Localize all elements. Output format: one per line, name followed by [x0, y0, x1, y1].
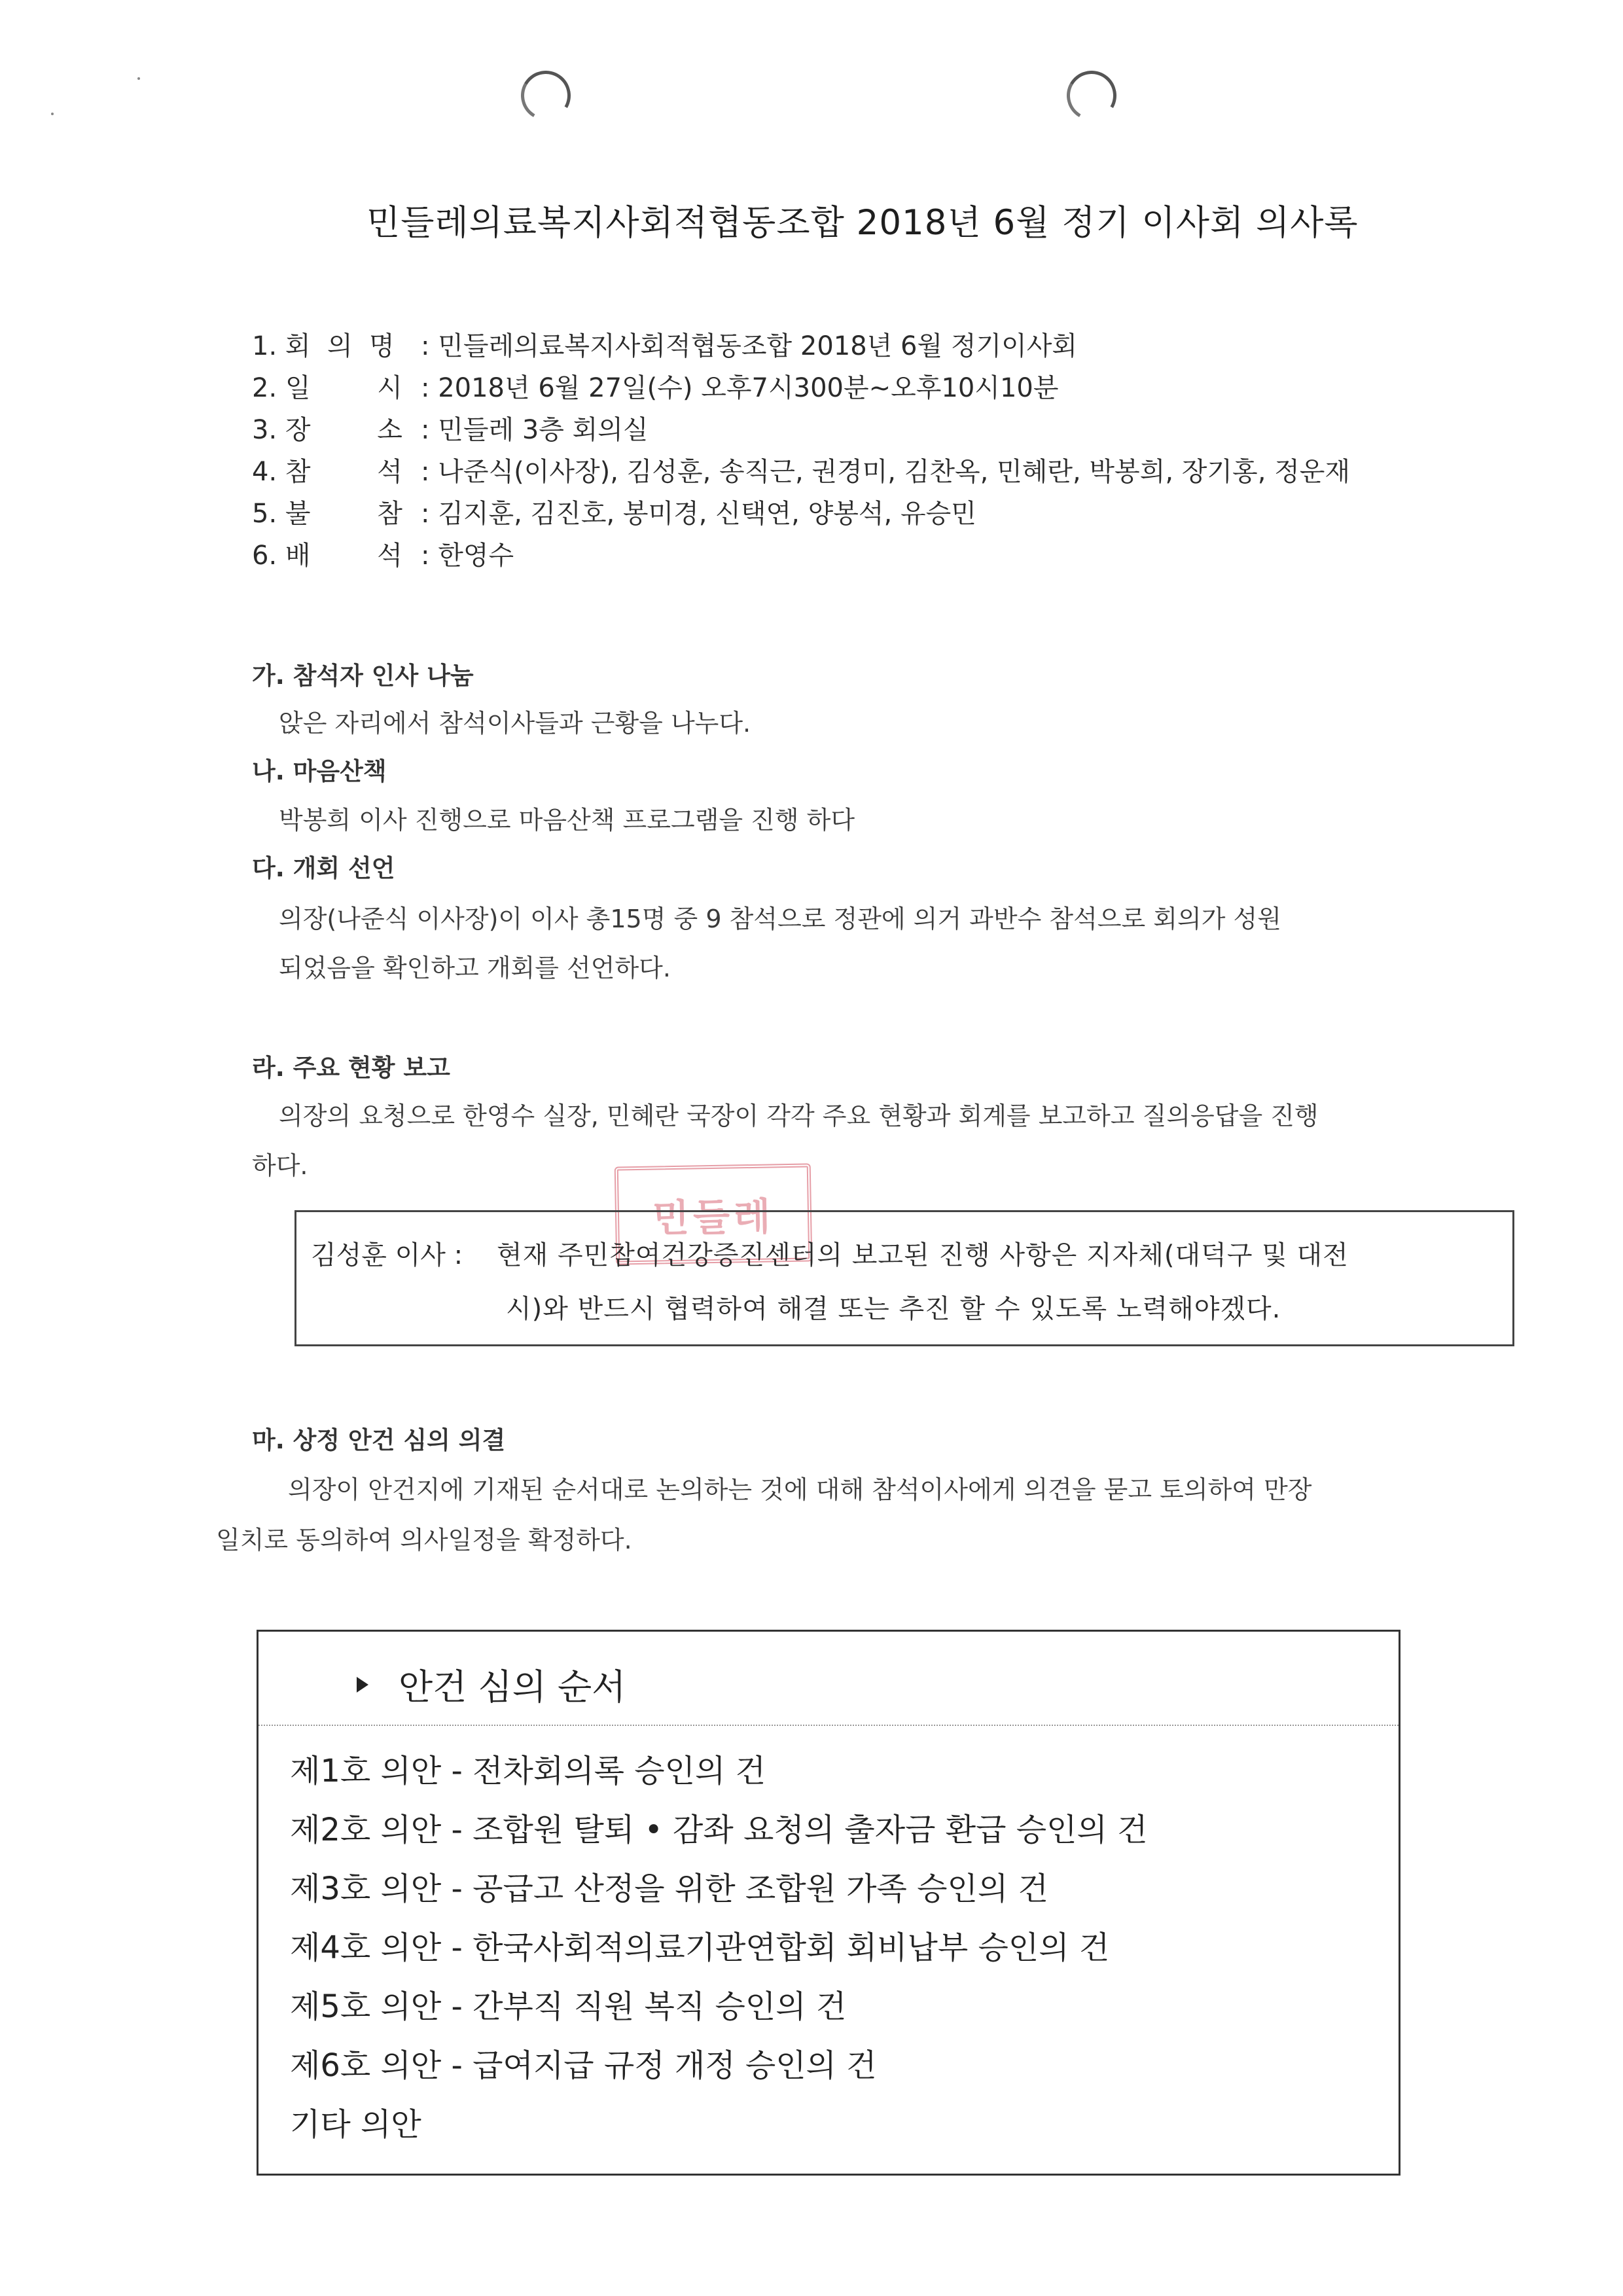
punch-hole-right	[1061, 65, 1122, 126]
info-value: : 2018년 6월 27일(수) 오후7시300분~오후10시10분	[421, 373, 1059, 403]
document-title: 민들레의료복지사회적협동조합 2018년 6월 정기 이사회 의사록	[366, 203, 1359, 243]
scan-speck	[137, 77, 140, 80]
agenda-item: 제5호 의안 - 간부직 직원 복직 승인의 건	[290, 1988, 847, 2025]
agenda-list	[290, 1742, 1147, 2154]
section-text-ra-line1: 의장의 요청으로 한영수 실장, 민혜란 국장이 각각 주요 현황과 회계를 보고하고 질의응답을 진행	[279, 1102, 1319, 1130]
info-row-absentees	[252, 493, 1350, 535]
info-label: 4. 참 석	[252, 457, 402, 487]
scan-speck	[51, 113, 54, 115]
info-row-datetime	[252, 367, 1350, 409]
info-value: : 민들레 3층 회의실	[421, 415, 649, 445]
info-row-observers	[252, 535, 1350, 577]
info-row-meeting-name	[252, 325, 1350, 367]
section-text-na: 박봉희 이사 진행으로 마음산책 프로그램을 진행 하다	[279, 806, 855, 834]
agenda-item: 제4호 의안 - 한국사회적의료기관연합회 회비납부 승인의 건	[290, 1929, 1110, 1966]
info-value: : 나준식(이사장), 김성훈, 송직근, 권경미, 김찬옥, 민혜란, 박봉희, 장기홍, 정운재	[421, 457, 1351, 487]
agenda-item: 제1호 의안 - 전차회의록 승인의 건	[290, 1753, 766, 1789]
section-text-da-line2: 되었음을 확인하고 개회를 선언하다.	[279, 954, 671, 982]
triangle-bullet-icon	[357, 1677, 368, 1693]
agenda-header	[259, 1632, 1399, 1726]
info-label: 6. 배 석	[252, 541, 402, 571]
section-heading-ra: 라. 주요 현황 보고	[252, 1054, 450, 1082]
section-text-da-line1: 의장(나준식 이사장)이 이사 총15명 중 9 참석으로 정관에 의거 과반수 참석으로 회의가 성원	[279, 905, 1281, 933]
agenda-box	[257, 1630, 1400, 2176]
section-text-ra-line2: 하다.	[252, 1151, 308, 1180]
punch-hole-left	[515, 65, 576, 126]
info-label: 5. 불 참	[252, 499, 402, 529]
comment-line-1: 현재 주민참여건강증진센터의 보고된 진행 사항은 지자체(대덕구 및 대전	[497, 1240, 1349, 1270]
section-heading-ma: 마. 상정 안건 심의 의결	[252, 1426, 506, 1454]
agenda-item: 제3호 의안 - 공급고 산정을 위한 조합원 가족 승인의 건	[290, 1871, 1048, 1907]
section-heading-ga: 가. 참석자 인사 나눔	[252, 662, 474, 690]
director-comment-box	[294, 1210, 1514, 1346]
info-label: 1. 회 의 명	[252, 331, 395, 361]
comment-line-2: 시)와 반드시 협력하여 해결 또는 추진 할 수 있도록 노력해야겠다.	[506, 1294, 1281, 1324]
section-heading-da: 다. 개회 선언	[252, 854, 395, 882]
comment-speaker: 김성훈 이사 :	[311, 1240, 463, 1270]
info-label: 2. 일 시	[252, 373, 402, 403]
section-heading-na: 나. 마음산책	[252, 757, 387, 785]
meeting-info	[252, 325, 1350, 577]
info-row-attendees	[252, 451, 1350, 493]
info-value: : 민들레의료복지사회적협동조합 2018년 6월 정기이사회	[421, 331, 1078, 361]
agenda-item: 제2호 의안 - 조합원 탈퇴 • 감좌 요청의 출자금 환급 승인의 건	[290, 1812, 1148, 1848]
section-text-ma-line1: 의장이 안건지에 기재된 순서대로 논의하는 것에 대해 참석이사에게 의견을 묻고 토의하여 만장	[288, 1475, 1312, 1504]
agenda-title-text: 안건 심의 순서	[399, 1666, 626, 1708]
info-label: 3. 장 소	[252, 415, 402, 445]
section-text-ga: 앉은 자리에서 참석이사들과 근황을 나누다.	[279, 709, 751, 738]
agenda-item: 제6호 의안 - 급여지급 규정 개정 승인의 건	[290, 2047, 877, 2084]
red-seal-stamp: 민들레	[615, 1163, 813, 1265]
section-text-ma-line2: 일치로 동의하여 의사일정을 확정하다.	[216, 1526, 632, 1554]
info-value: : 한영수	[421, 541, 514, 571]
agenda-title	[357, 1659, 626, 1710]
info-row-place	[252, 409, 1350, 451]
agenda-item: 기타 의안	[290, 2106, 421, 2143]
info-value: : 김지훈, 김진호, 봉미경, 신택연, 양봉석, 유승민	[421, 499, 976, 529]
